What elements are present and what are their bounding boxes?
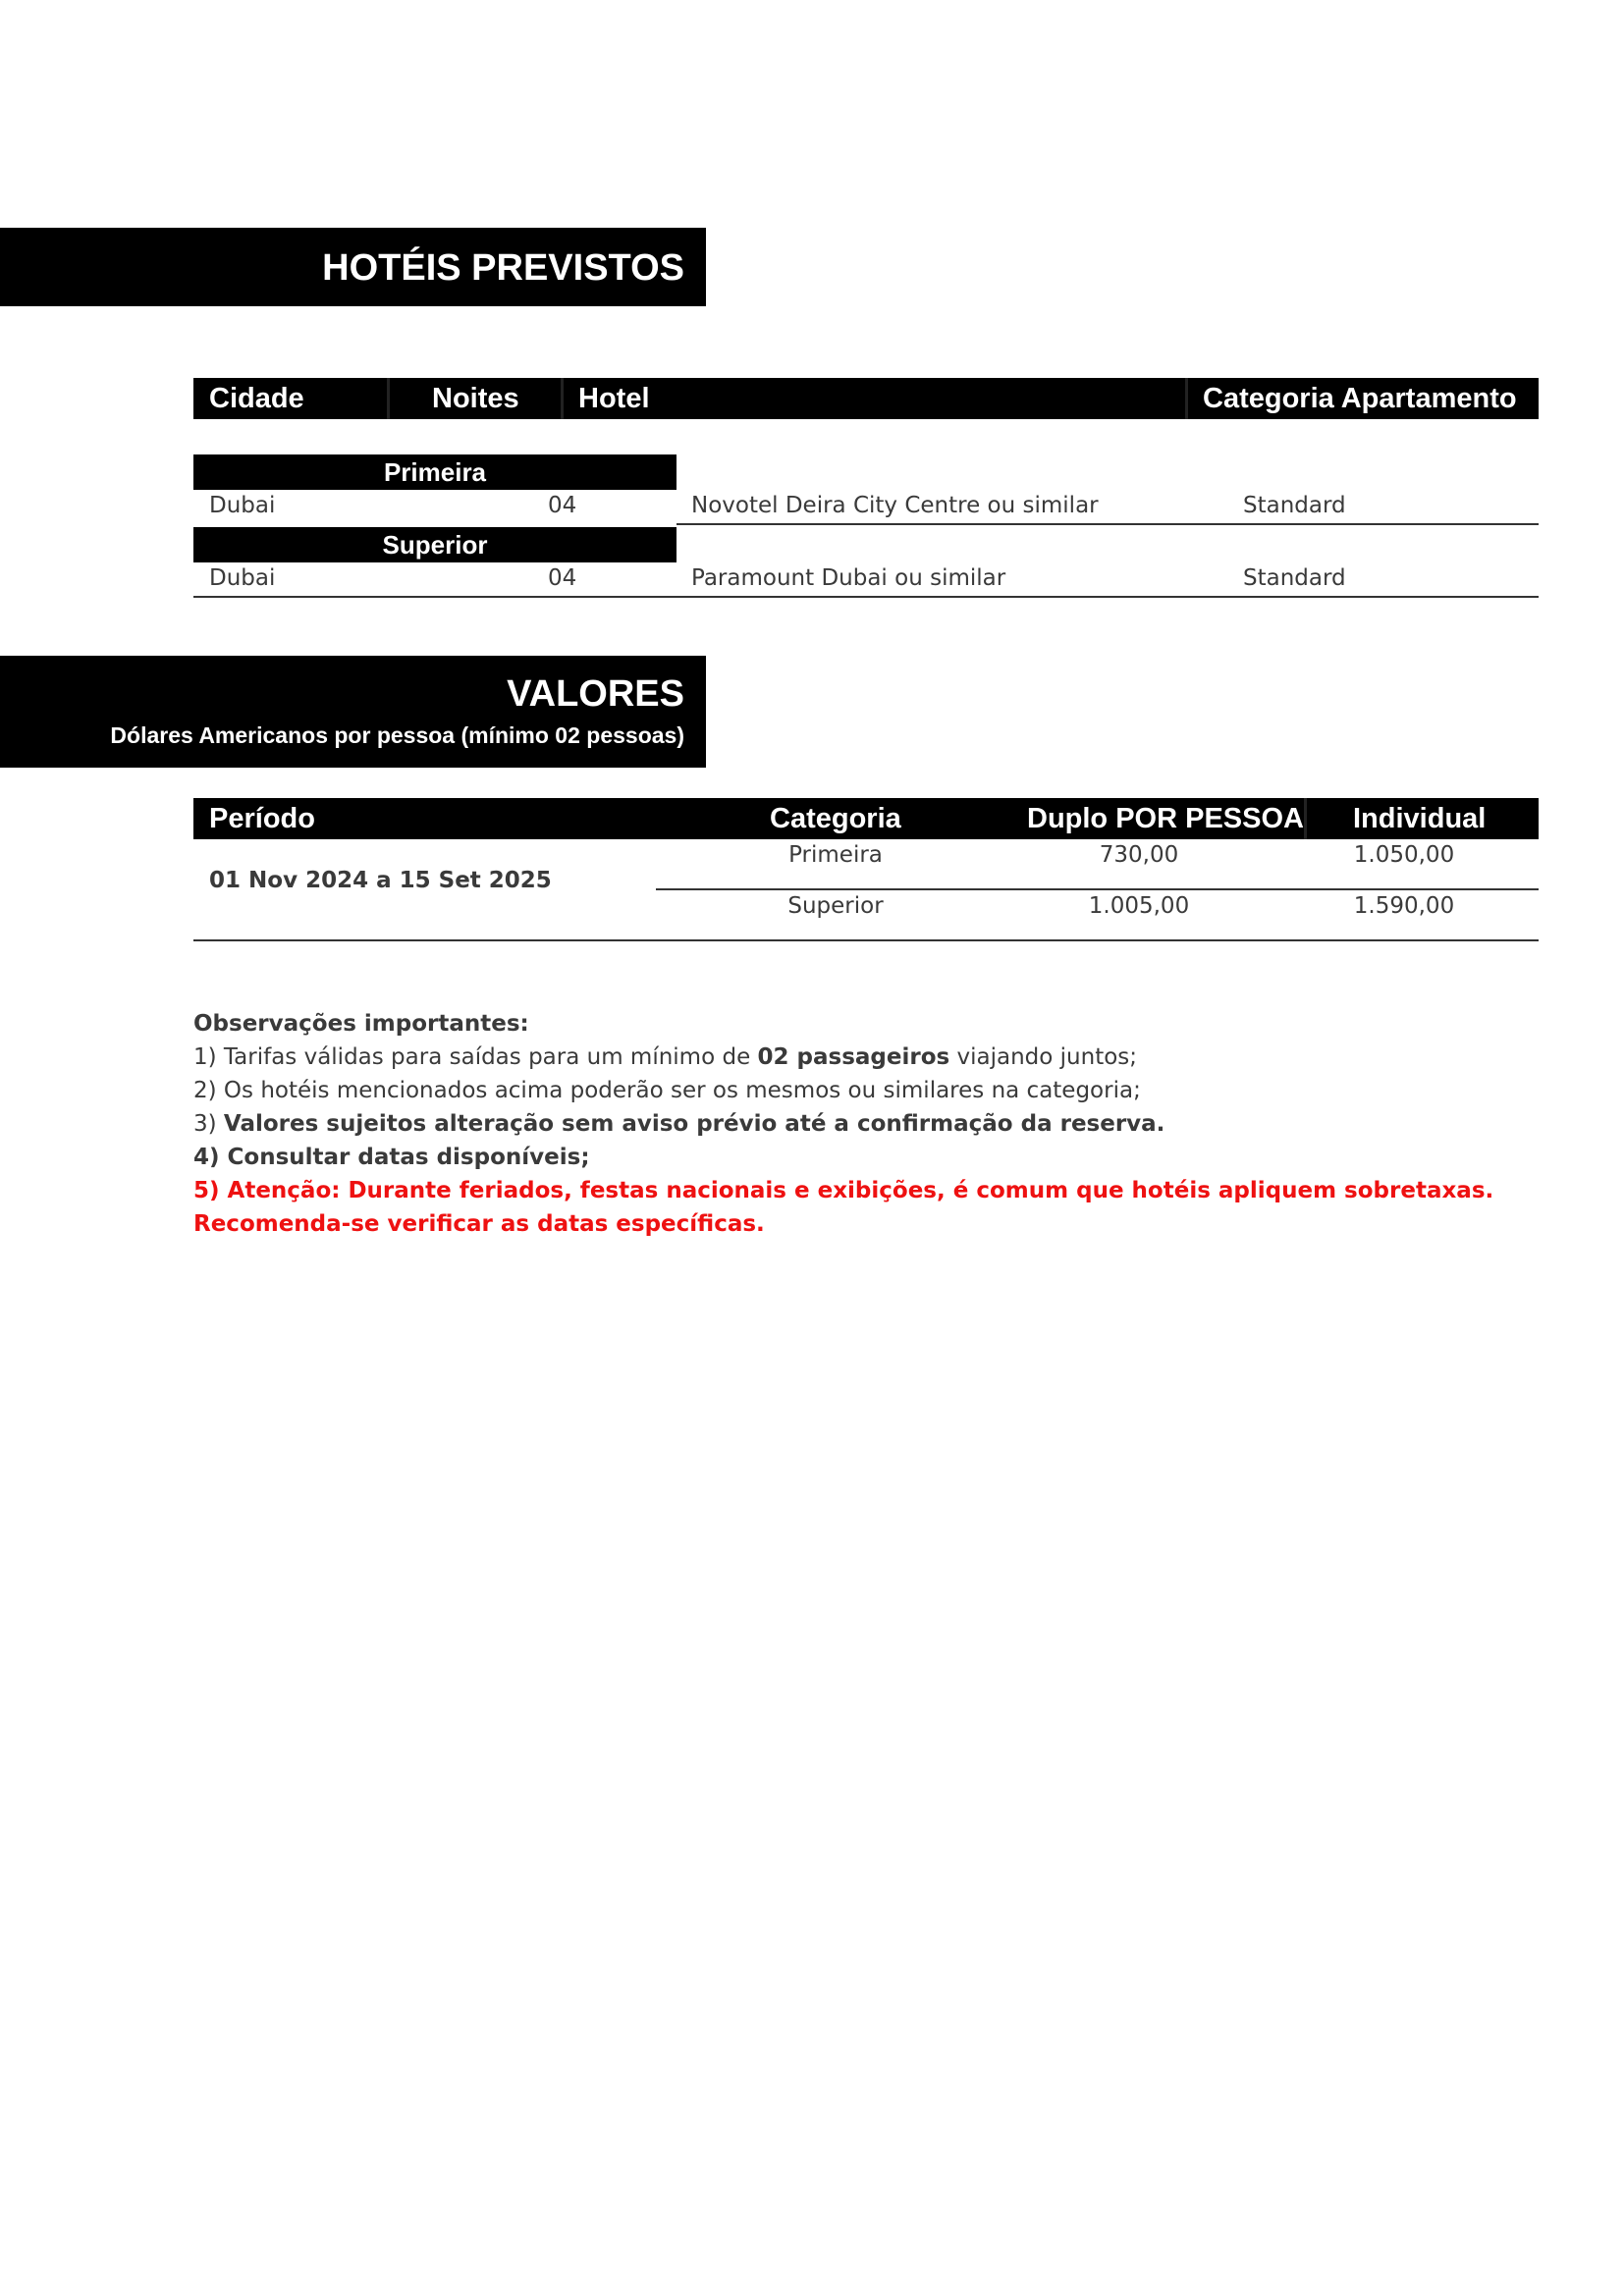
observacao-1-prefix: 1) Tarifas válidas para saídas para um mínimo de (193, 1044, 758, 1070)
hotel-row-hotel: Paramount Dubai ou similar (691, 565, 1006, 591)
observacoes-title (193, 1007, 1470, 1041)
hotel-row-hotel: Novotel Deira City Centre ou similar (691, 493, 1099, 518)
valores-banner-subtitle: Dólares Americanos por pessoa (mínimo 02 pessoas) (110, 722, 684, 748)
header-duplo: Duplo POR PESSOA (1027, 803, 1304, 834)
hotel-row-apartamento: Standard (1243, 565, 1346, 591)
header-noites: Noites (432, 383, 519, 414)
hoteis-banner-title: HOTÉIS PREVISTOS (322, 247, 684, 289)
price-row-duplo: 1.005,00 (1088, 893, 1190, 919)
observacao-4-text: 4) Consultar datas disponíveis; (193, 1145, 590, 1170)
category-label-primeira: Primeira (193, 454, 677, 490)
observacao-item-1 (193, 1041, 1470, 1074)
header-separator (387, 378, 390, 419)
observacao-item-5-line-2: Recomenda-se verificar as datas específicas. (193, 1211, 765, 1237)
observacao-item-3 (193, 1107, 1470, 1141)
row-divider (677, 523, 1539, 525)
hotel-row-cidade: Dubai (209, 565, 276, 591)
observacao-item-4 (193, 1141, 1470, 1174)
header-categoria-apartamento: Categoria Apartamento (1203, 383, 1517, 414)
hotel-row-apartamento: Standard (1243, 493, 1346, 518)
header-separator (1185, 378, 1188, 419)
observacao-item-5-line-1: 5) Atenção: Durante feriados, festas nacionais e exibições, é comum que hotéis apliquem sobretaxas. (193, 1178, 1494, 1203)
hotel-row-noites: 04 (548, 565, 577, 591)
row-divider (193, 596, 1539, 598)
observacao-1-bold: 02 passageiros (757, 1044, 950, 1070)
observacao-3-bold: Valores sujeitos alteração sem aviso prévio até a confirmação da reserva. (223, 1111, 1165, 1137)
header-individual: Individual (1353, 803, 1487, 834)
row-divider (193, 939, 1539, 941)
valores-banner-title: VALORES (507, 673, 684, 715)
price-row-individual: 1.590,00 (1353, 893, 1455, 919)
category-label-superior: Superior (193, 527, 677, 562)
hotel-row-noites: 04 (548, 493, 577, 518)
hoteis-banner (0, 228, 706, 306)
hoteis-table-header (193, 378, 1539, 419)
observacoes-title-text: Observações importantes: (193, 1011, 529, 1037)
observacao-item-2: 2) Os hotéis mencionados acima poderão ser os mesmos ou similares na categoria; (193, 1078, 1141, 1103)
price-row-individual: 1.050,00 (1353, 842, 1455, 868)
row-divider (656, 888, 1539, 890)
price-row-duplo: 730,00 (1099, 842, 1179, 868)
periodo-value: 01 Nov 2024 a 15 Set 2025 (209, 868, 552, 893)
observacao-3-prefix: 3) (193, 1111, 224, 1137)
price-row-categoria: Primeira (788, 842, 883, 868)
header-periodo: Período (209, 803, 315, 834)
observacoes-block (193, 1007, 1494, 1241)
valores-banner (0, 656, 706, 768)
price-row-categoria: Superior (787, 893, 884, 919)
header-hotel: Hotel (578, 383, 650, 414)
hotel-row-cidade: Dubai (209, 493, 276, 518)
valores-table-header (193, 798, 1539, 839)
observacao-1-suffix: viajando juntos; (949, 1044, 1138, 1070)
header-separator (1304, 798, 1307, 839)
header-cidade: Cidade (209, 383, 304, 414)
header-categoria: Categoria (770, 803, 901, 834)
header-separator (561, 378, 564, 419)
